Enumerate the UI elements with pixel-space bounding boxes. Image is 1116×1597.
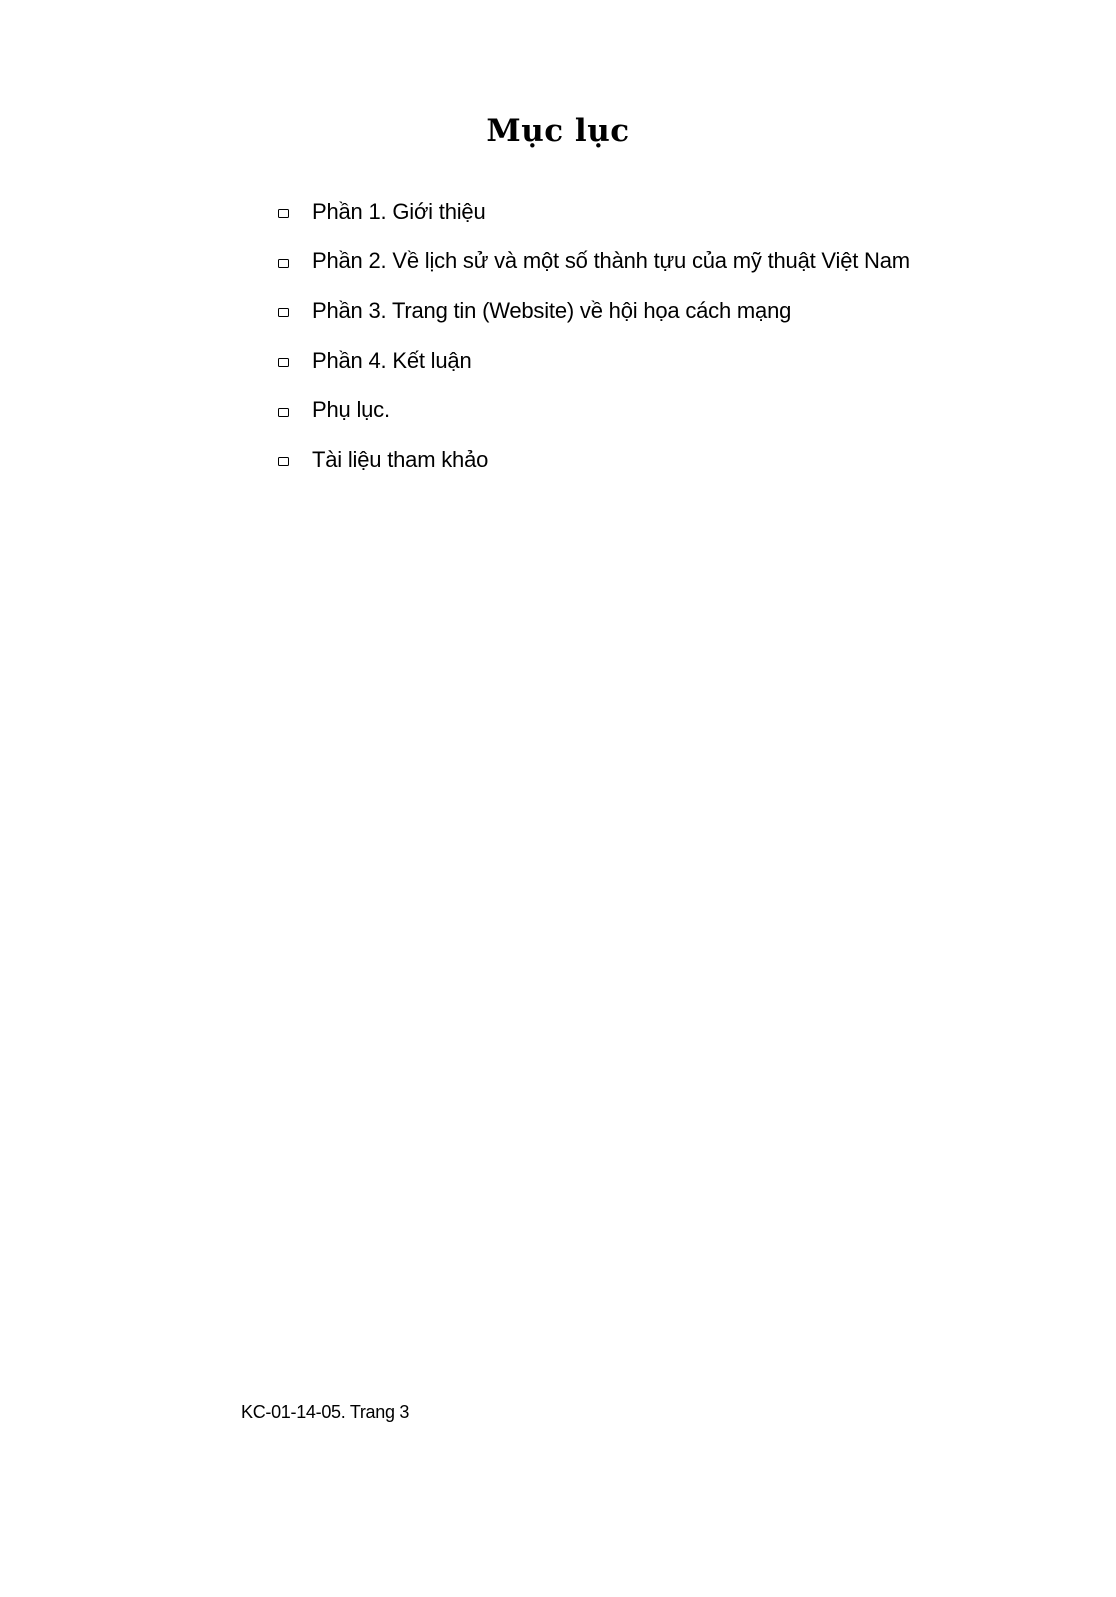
checkbox-bullet-icon <box>278 209 289 218</box>
toc-item-appendix <box>270 385 910 435</box>
toc-item-part-2 <box>270 237 910 287</box>
toc-item-label: Phần 1. Giới thiệu <box>312 198 486 224</box>
toc-item-label: Phần 4. Kết luận <box>312 347 472 373</box>
page-footer: KC-01-14-05. Trang 3 <box>241 1402 410 1422</box>
toc-item-part-3 <box>270 286 910 336</box>
checkbox-bullet-icon <box>278 358 289 367</box>
checkbox-bullet-icon <box>278 259 289 268</box>
checkbox-bullet-icon <box>278 308 289 317</box>
toc-item-references <box>270 435 910 485</box>
toc-item-label: Tài liệu tham khảo <box>312 446 489 472</box>
checkbox-bullet-icon <box>278 408 289 417</box>
page-title: Mục lục <box>486 113 630 149</box>
checkbox-bullet-icon <box>278 457 289 466</box>
toc-item-label: Phụ lục. <box>312 397 390 423</box>
toc-item-part-4 <box>270 336 910 386</box>
toc-item-label: Phần 3. Trang tin (Website) về hội họa cách mạng <box>312 297 792 323</box>
toc-item-label: Phần 2. Về lịch sử và một số thành tựu của mỹ thuật Việt Nam <box>312 248 910 274</box>
table-of-contents <box>270 187 910 485</box>
toc-item-part-1 <box>270 187 910 237</box>
